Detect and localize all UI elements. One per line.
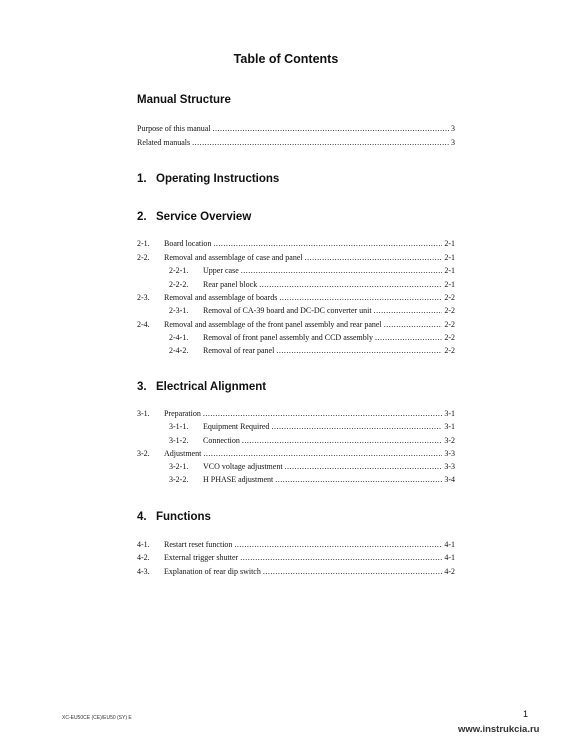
toc-entry-text: Removal of rear panel <box>203 346 275 355</box>
watermark-url: www.instrukcia.ru <box>458 724 540 735</box>
toc-entry-text: Rear panel block <box>203 280 258 289</box>
toc-entry-text: External trigger shutter <box>164 553 239 562</box>
toc-entry-text: Upper case <box>203 266 239 275</box>
toc-entry[interactable] <box>137 409 455 419</box>
toc-entry-page: 2-1 <box>444 239 455 248</box>
toc-leader-dots <box>213 124 449 134</box>
toc-entry-number: 3-2-1. <box>169 462 189 471</box>
toc-entry-number: 2-3-1. <box>169 306 189 315</box>
toc-entry-text: Removal and assemblage of the front panel assembly and rear panel <box>164 320 382 329</box>
footer-page-number: 1 <box>523 709 529 719</box>
toc-entry-number: 2-2. <box>137 253 150 262</box>
toc-entry-page: 2-1 <box>444 266 455 275</box>
section-heading <box>137 381 266 393</box>
toc-leader-dots <box>259 280 442 290</box>
toc-entry-text: Explanation of rear dip switch <box>164 567 261 576</box>
section-number: 1. <box>137 173 147 185</box>
toc-entry-text: Purpose of this manual <box>137 124 211 133</box>
toc-entry-number: 3-2. <box>137 449 150 458</box>
toc-leader-dots <box>276 346 442 356</box>
toc-entry-number: 4-1. <box>137 540 150 549</box>
section-title: Functions <box>156 511 211 523</box>
toc-entry[interactable] <box>169 475 455 485</box>
toc-entry-number: 2-1. <box>137 239 150 248</box>
toc-entry-page: 2-2 <box>444 293 455 302</box>
toc-entry[interactable] <box>169 280 455 290</box>
toc-entry-page: 4-2 <box>444 567 455 576</box>
toc-entry[interactable] <box>169 346 455 356</box>
toc-entry-page: 2-2 <box>444 306 455 315</box>
toc-entry-number: 2-2-2. <box>169 280 189 289</box>
toc-entry-page: 3-1 <box>444 409 455 418</box>
section-number: 4. <box>137 511 147 523</box>
toc-leader-dots <box>242 436 442 446</box>
toc-entry-page: 2-1 <box>444 280 455 289</box>
toc-entry-text: Equipment Required <box>203 422 270 431</box>
toc-leader-dots <box>234 540 442 550</box>
toc-entry-page: 3-3 <box>444 449 455 458</box>
section-title: Operating Instructions <box>156 173 280 185</box>
toc-entry-text: VCO voltage adjustment <box>203 462 283 471</box>
toc-entry-text: Board location <box>164 239 212 248</box>
toc-entry[interactable] <box>169 436 455 446</box>
toc-entry-number: 2-4-1. <box>169 333 189 342</box>
toc-entry-number: 4-3. <box>137 567 150 576</box>
toc-leader-dots <box>384 320 443 330</box>
toc-entry-page: 3 <box>451 124 455 133</box>
toc-entry[interactable] <box>169 462 455 472</box>
toc-entry-page: 3-4 <box>444 475 455 484</box>
toc-entry-text: Connection <box>203 436 240 445</box>
toc-entry-text: Removal of front panel assembly and CCD assembly <box>203 333 373 342</box>
footer-model: XC-EU50CE (CE)/EU50 (SY) E <box>62 715 132 721</box>
toc-entry[interactable] <box>137 293 455 303</box>
toc-entry-number: 3-1-1. <box>169 422 189 431</box>
toc-entry-number: 3-1. <box>137 409 150 418</box>
toc-leader-dots <box>203 449 442 459</box>
toc-leader-dots <box>374 306 443 316</box>
toc-entry-page: 2-2 <box>444 333 455 342</box>
section-heading-manual-structure: Manual Structure <box>137 94 231 106</box>
toc-entry[interactable] <box>137 124 455 134</box>
toc-entry-text: Removal and assemblage of case and panel <box>164 253 303 262</box>
section-title: Electrical Alignment <box>156 381 267 393</box>
toc-entry-page: 3 <box>451 138 455 147</box>
toc-entry-text: Removal and assemblage of boards <box>164 293 278 302</box>
toc-entry-number: 2-3. <box>137 293 150 302</box>
toc-entry-page: 2-2 <box>444 346 455 355</box>
section-heading <box>137 511 211 523</box>
toc-leader-dots <box>241 266 443 276</box>
section-heading <box>137 173 279 185</box>
toc-entry-number: 3-1-2. <box>169 436 189 445</box>
toc-leader-dots <box>263 567 442 577</box>
toc-entry-number: 2-4-2. <box>169 346 189 355</box>
toc-entry-page: 2-2 <box>444 320 455 329</box>
toc-entry[interactable] <box>137 567 455 577</box>
toc-entry-number: 2-4. <box>137 320 150 329</box>
toc-entry[interactable] <box>137 320 455 330</box>
toc-entry-page: 4-1 <box>444 540 455 549</box>
toc-entry[interactable] <box>137 253 455 263</box>
toc-entry-page: 3-3 <box>444 462 455 471</box>
toc-entry[interactable] <box>169 306 455 316</box>
toc-leader-dots <box>240 553 442 563</box>
toc-leader-dots <box>279 293 442 303</box>
toc-entry-text: Related manuals <box>137 138 191 147</box>
toc-entry-page: 3-1 <box>444 422 455 431</box>
toc-leader-dots <box>305 253 443 263</box>
toc-leader-dots <box>271 422 442 432</box>
section-number: 2. <box>137 211 147 223</box>
toc-entry-text: Adjustment <box>164 449 202 458</box>
section-number: 3. <box>137 381 147 393</box>
toc-entry[interactable] <box>137 239 455 249</box>
toc-entry-number: 4-2. <box>137 553 150 562</box>
section-title: Service Overview <box>156 211 252 223</box>
toc-entry[interactable] <box>169 422 455 432</box>
toc-entry-number: 2-2-1. <box>169 266 189 275</box>
toc-entry[interactable] <box>137 553 455 563</box>
toc-entry[interactable] <box>169 333 455 343</box>
toc-entry-page: 4-1 <box>444 553 455 562</box>
toc-entry-page: 3-2 <box>444 436 455 445</box>
toc-entry[interactable] <box>169 266 455 276</box>
toc-entry-page: 2-1 <box>444 253 455 262</box>
toc-leader-dots <box>203 409 442 419</box>
toc-entry-text: Restart reset function <box>164 540 233 549</box>
toc-entry[interactable] <box>137 449 455 459</box>
toc-entry-text: H PHASE adjustment <box>203 475 274 484</box>
toc-leader-dots <box>285 462 443 472</box>
toc-entry-number: 3-2-2. <box>169 475 189 484</box>
page-title: Table of Contents <box>233 52 339 66</box>
toc-leader-dots <box>192 138 449 148</box>
section-heading <box>137 211 251 223</box>
toc-entry-text: Removal of CA-39 board and DC-DC converter unit <box>203 306 372 315</box>
toc-entry[interactable] <box>137 138 455 148</box>
toc-leader-dots <box>213 239 442 249</box>
toc-entry[interactable] <box>137 540 455 550</box>
toc-entry-text: Preparation <box>164 409 201 418</box>
toc-leader-dots <box>375 333 442 343</box>
toc-leader-dots <box>275 475 442 485</box>
